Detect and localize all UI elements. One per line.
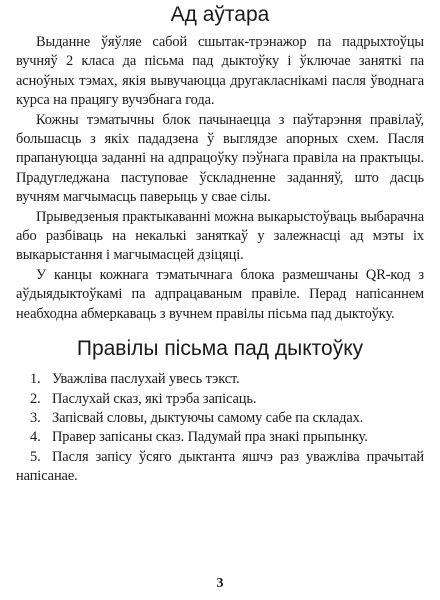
rule-number: 1. (30, 371, 41, 388)
rules-heading: Правілы пісьма пад дыктоўку (76, 337, 364, 361)
intro-paragraph-1: Выданне ўяўляе сабой сшытак-трэнажор па падрыхтоўцы вучняў 2 класа да пісьма пад дыктоўку і ўключае заняткі па асноўных тэмах, якія вывучаюцца другакласнікамі пасля ўводнага курса на працягу вучэбнага года. (16, 34, 424, 109)
rule-number: 5. (30, 448, 41, 465)
rule-text: Правер запісаны сказ. Падумай пра знакі прыпынку. (52, 429, 368, 446)
list-item (16, 448, 424, 487)
rule-number: 4. (30, 429, 41, 446)
rule-text: Паслухай сказ, які трэба запісаць. (52, 390, 257, 407)
rule-number: 2. (30, 390, 41, 407)
list-item (16, 428, 424, 447)
rule-text: Запісвай словы, дыктуючы самому сабе па складах. (52, 409, 364, 426)
list-item (16, 390, 424, 409)
list-item (16, 370, 424, 389)
intro-paragraph-2: Кожны тэматычны блок пачынаецца з паўтарэння правілаў, большасць з якіх пададзена ў выглядзе апорных схем. Пасля прапануюцца заданні на адпрацоўку пэўнага правіла на практыцы. Прадугледжана паступовае ўскладненне заданняў, што дасць вучням магчымасць паверыць у свае сілы. (16, 111, 424, 206)
list-item (16, 409, 424, 428)
page-title: Ад аўтара (170, 3, 270, 26)
document-page (16, 0, 424, 600)
intro-paragraph-4: У канцы кожнага тэматычнага блока размешчаны QR-код з аўдыядыктоўкамі па адпрацаваным правіле. Перад напісаннем неабходна абмеркаваць з вучнем правілы пісьма пад дыктоўку. (16, 266, 424, 322)
page-number: 3 (216, 576, 224, 591)
intro-paragraph-3: Прыведзеныя практыкаванні можна выкарыстоўваць выбарачна або разбіваць на некалькі заняткаў у залежнасці ад мэты іх выкарыстання і магчымасцей дзіцяці. (16, 208, 424, 264)
rule-text: Пасля запісу ўсяго дыктанта яшчэ раз уважліва прачытай напісанае. (16, 448, 424, 485)
rule-text: Уважліва паслухай увесь тэкст. (52, 371, 240, 388)
rules-list (16, 370, 424, 486)
rule-number: 3. (30, 409, 41, 426)
